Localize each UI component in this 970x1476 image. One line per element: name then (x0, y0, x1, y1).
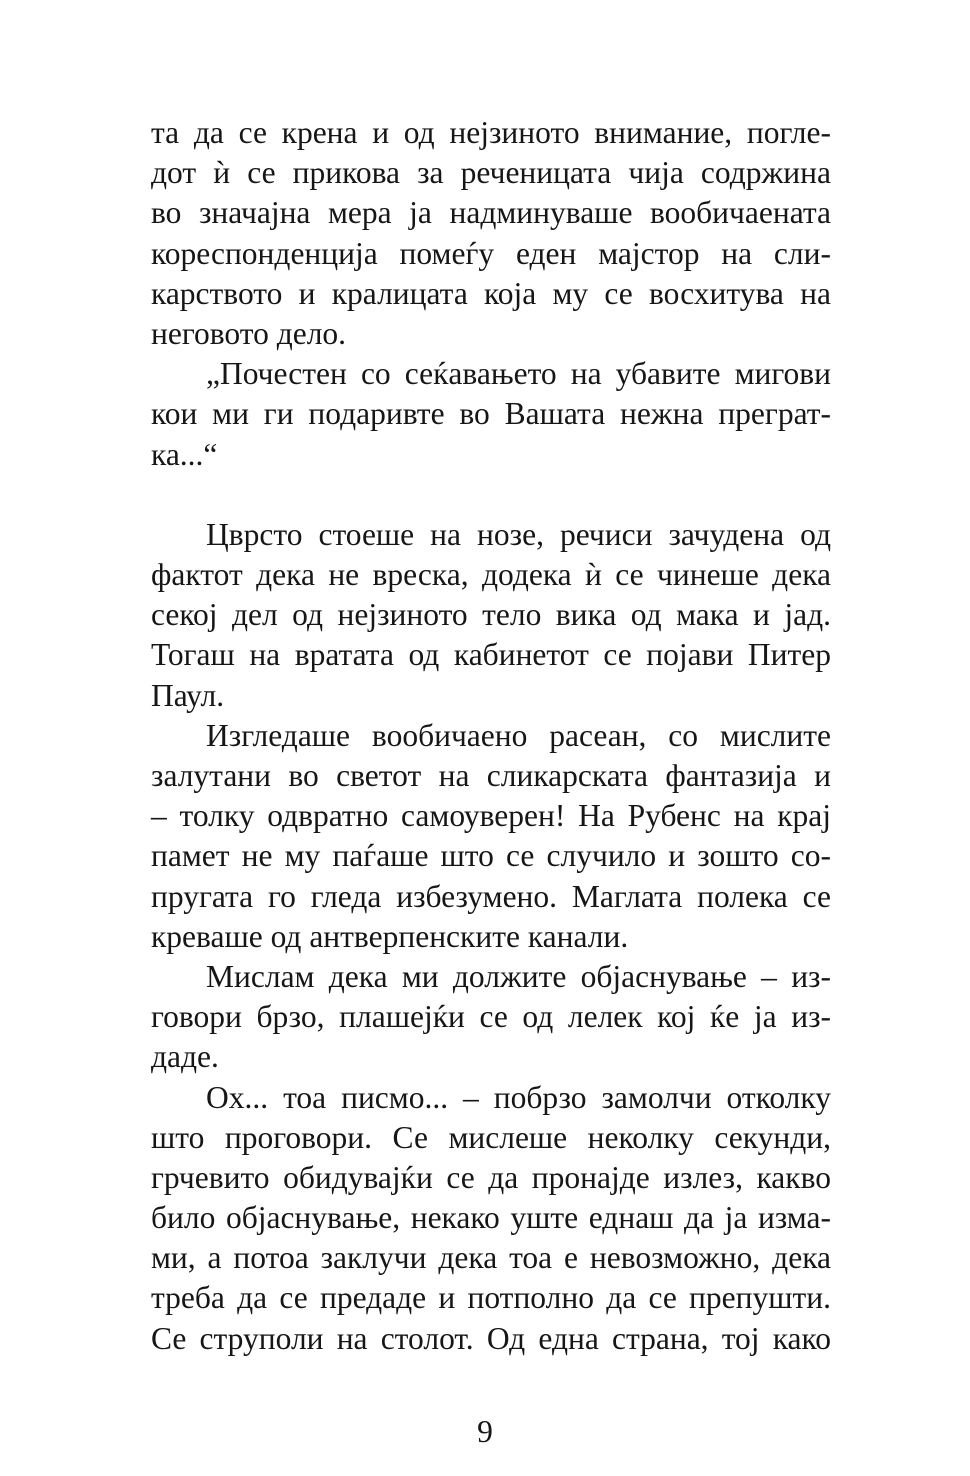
text-line: пругата го гледа избезумено. Маглата полека се (151, 878, 831, 914)
text-line: говори брзо, плашејќи се од лелек кој ќе ја из- (151, 999, 831, 1035)
text-line: даде. (151, 1039, 219, 1075)
text-line: грчевито обидувајќи се да пронајде излез, какво (151, 1159, 831, 1195)
text-line: дот ѝ се прикова за реченицата чија содржина (151, 155, 831, 191)
text-line: ми, а потоа заклучи дека тоа е невозможно, дека (151, 1240, 831, 1276)
text-line: било објаснување, некако уште еднаш да ја изма- (151, 1200, 831, 1236)
text-line: кореспонденција помеѓу еден мајстор на сли- (151, 235, 831, 271)
text-line: во значајна мера ја надминуваше вообичаената (151, 195, 831, 231)
text-line: Паул. (151, 677, 225, 713)
text-line: ка...“ (151, 436, 218, 472)
text-line: карството и кралицата која му се восхитува на (151, 275, 831, 311)
text-line: Цврсто стоеше на нозе, речиси зачудена од (206, 516, 831, 552)
text-line: Мислам дека ми должите објаснување – из- (206, 958, 831, 994)
text-line: – толку одвратно самоуверен! На Рубенс на крај (151, 798, 831, 834)
text-line: фактот дека не вреска, додека ѝ се чинеше дека (151, 557, 831, 593)
text-line: неговото дело. (151, 315, 347, 351)
text-line: Изгледаше вообичаено расеан, со мислите (206, 717, 831, 753)
text-line: „Почестен со сеќавањето на убавите мигови (206, 356, 831, 392)
text-line: Се струполи на столот. Од една страна, тој како (151, 1320, 831, 1356)
blank-line (151, 475, 831, 515)
body-text (151, 113, 831, 1359)
text-line: секој дел од нејзиното тело вика од мака и јад. (151, 597, 831, 633)
text-line: треба да се предаде и потполно да се препушти. (151, 1280, 831, 1316)
text-line: памет не му паѓаше што се случило и зошто со- (151, 838, 831, 874)
page-number: 9 (477, 1414, 493, 1449)
text-line: та да се крена и од нејзиното внимание, погле- (151, 115, 831, 150)
text-line: Ох... тоа писмо... – побрзо замолчи отколку (206, 1079, 831, 1115)
text-line: што проговори. Се мислеше неколку секунди, (151, 1119, 831, 1155)
text-line: креваше од антверпенските канали. (151, 918, 629, 954)
text-line: кои ми ги подаривте во Вашата нежна преграт- (151, 396, 831, 432)
text-line: залутани во светот на сликарската фантазија и (151, 758, 831, 793)
text-line: Тогаш на вратата од кабинетот се појави Питер (151, 637, 831, 673)
